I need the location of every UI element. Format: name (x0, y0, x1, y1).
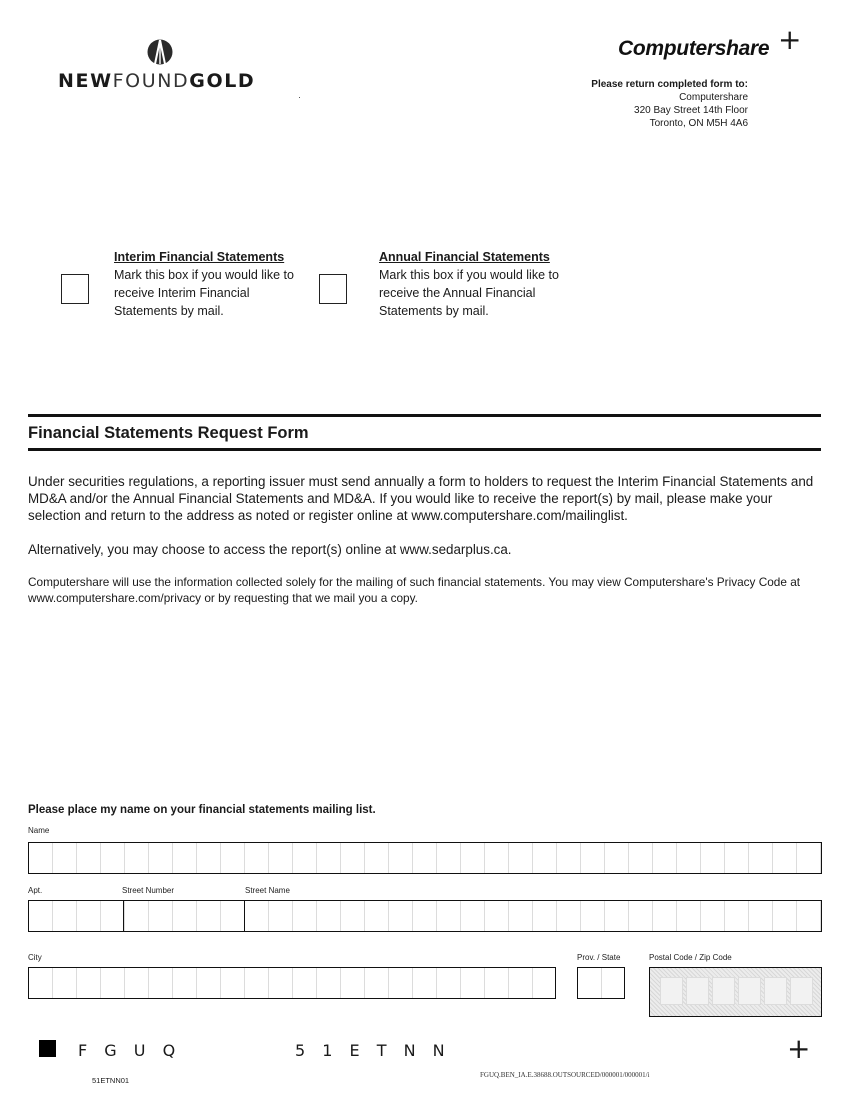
name-label: Name (28, 826, 50, 835)
postal-code-cell[interactable] (790, 977, 813, 1005)
form-id: 51ETNN01 (92, 1076, 130, 1085)
address-field[interactable] (28, 900, 822, 932)
interim-statements-checkbox[interactable] (61, 274, 89, 304)
option-text-line: Statements by mail. (114, 304, 224, 318)
title-rule-bottom (28, 448, 821, 451)
prov-state-label: Prov. / State (577, 953, 621, 962)
online-access-paragraph: Alternatively, you may choose to access the report(s) online at www.sedarplus.ca. (28, 542, 512, 557)
postal-code-cell[interactable] (738, 977, 761, 1005)
return-address-line: Computershare (679, 92, 748, 103)
alignment-square-icon (39, 1040, 56, 1057)
street-number-label: Street Number (122, 886, 175, 895)
holder-code: F G U Q (78, 1041, 182, 1060)
return-address-line: Toronto, ON M5H 4A6 (649, 118, 748, 129)
option-text-line: Mark this box if you would like to (114, 268, 294, 282)
form-title: Financial Statements Request Form (28, 424, 309, 442)
return-address-line: 320 Bay Street 14th Floor (634, 105, 748, 116)
option-text-line: Mark this box if you would like to (379, 268, 559, 282)
annual-statements-checkbox[interactable] (319, 274, 347, 304)
postal-code-label: Postal Code / Zip Code (649, 953, 732, 962)
name-field[interactable] (28, 842, 822, 874)
newfound-gold-logo (58, 38, 268, 98)
option-text-line: Statements by mail. (379, 304, 489, 318)
interim-statements-title: Interim Financial Statements (114, 250, 285, 264)
postal-code-cell[interactable] (660, 977, 683, 1005)
street-number-name-divider (244, 901, 245, 931)
job-reference: FGUQ.BEN_IA.E.38688.OUTSOURCED/000001/000001/i (480, 1071, 650, 1079)
newfound-gold-mark-icon (146, 38, 174, 66)
title-rule-top (28, 414, 821, 417)
city-field[interactable] (28, 967, 556, 999)
interim-statements-option (114, 248, 304, 320)
intro-paragraph: Under securities regulations, a reporting issuer must send annually a form to holders to request the Interim Financial Statements and MD&A and/or the Annual Financial Statements and MD&A. If you would like to receive the report(s) by mail, please make your selection and return to the address as noted or register online at www.computershare.com/mailinglist. (28, 474, 814, 523)
postal-code-cell[interactable] (686, 977, 709, 1005)
street-name-label: Street Name (245, 886, 290, 895)
computershare-logo: Computershare (618, 37, 770, 60)
annual-statements-title: Annual Financial Statements (379, 250, 550, 264)
option-text-line: receive the Annual Financial (379, 286, 536, 300)
form-code: 5 1 E T N N (295, 1041, 451, 1060)
postal-code-cell[interactable] (764, 977, 787, 1005)
postal-code-field[interactable] (649, 967, 822, 1017)
option-text-line: receive Interim Financial (114, 286, 250, 300)
apt-label: Apt. (28, 886, 43, 895)
annual-statements-option (379, 248, 569, 320)
privacy-paragraph: Computershare will use the information collected solely for the mailing of such financial statements. You may view Computershare's Privacy Code at www.computershare.com/privacy or by requesting that we mail you a copy. (28, 575, 801, 605)
prov-state-field[interactable] (577, 967, 625, 999)
registration-mark-icon: + (778, 23, 802, 56)
return-heading: Please return completed form to: (591, 79, 748, 90)
newfound-gold-wordmark: NEWFOUNDGOLD (58, 70, 256, 92)
postal-code-cell[interactable] (712, 977, 735, 1005)
city-label: City (28, 953, 42, 962)
registration-mark-icon: + (787, 1032, 811, 1065)
return-address (591, 78, 748, 130)
stray-dot (299, 97, 300, 98)
mailing-list-heading: Please place my name on your financial statements mailing list. (28, 804, 376, 816)
apt-street-number-divider (123, 901, 124, 931)
